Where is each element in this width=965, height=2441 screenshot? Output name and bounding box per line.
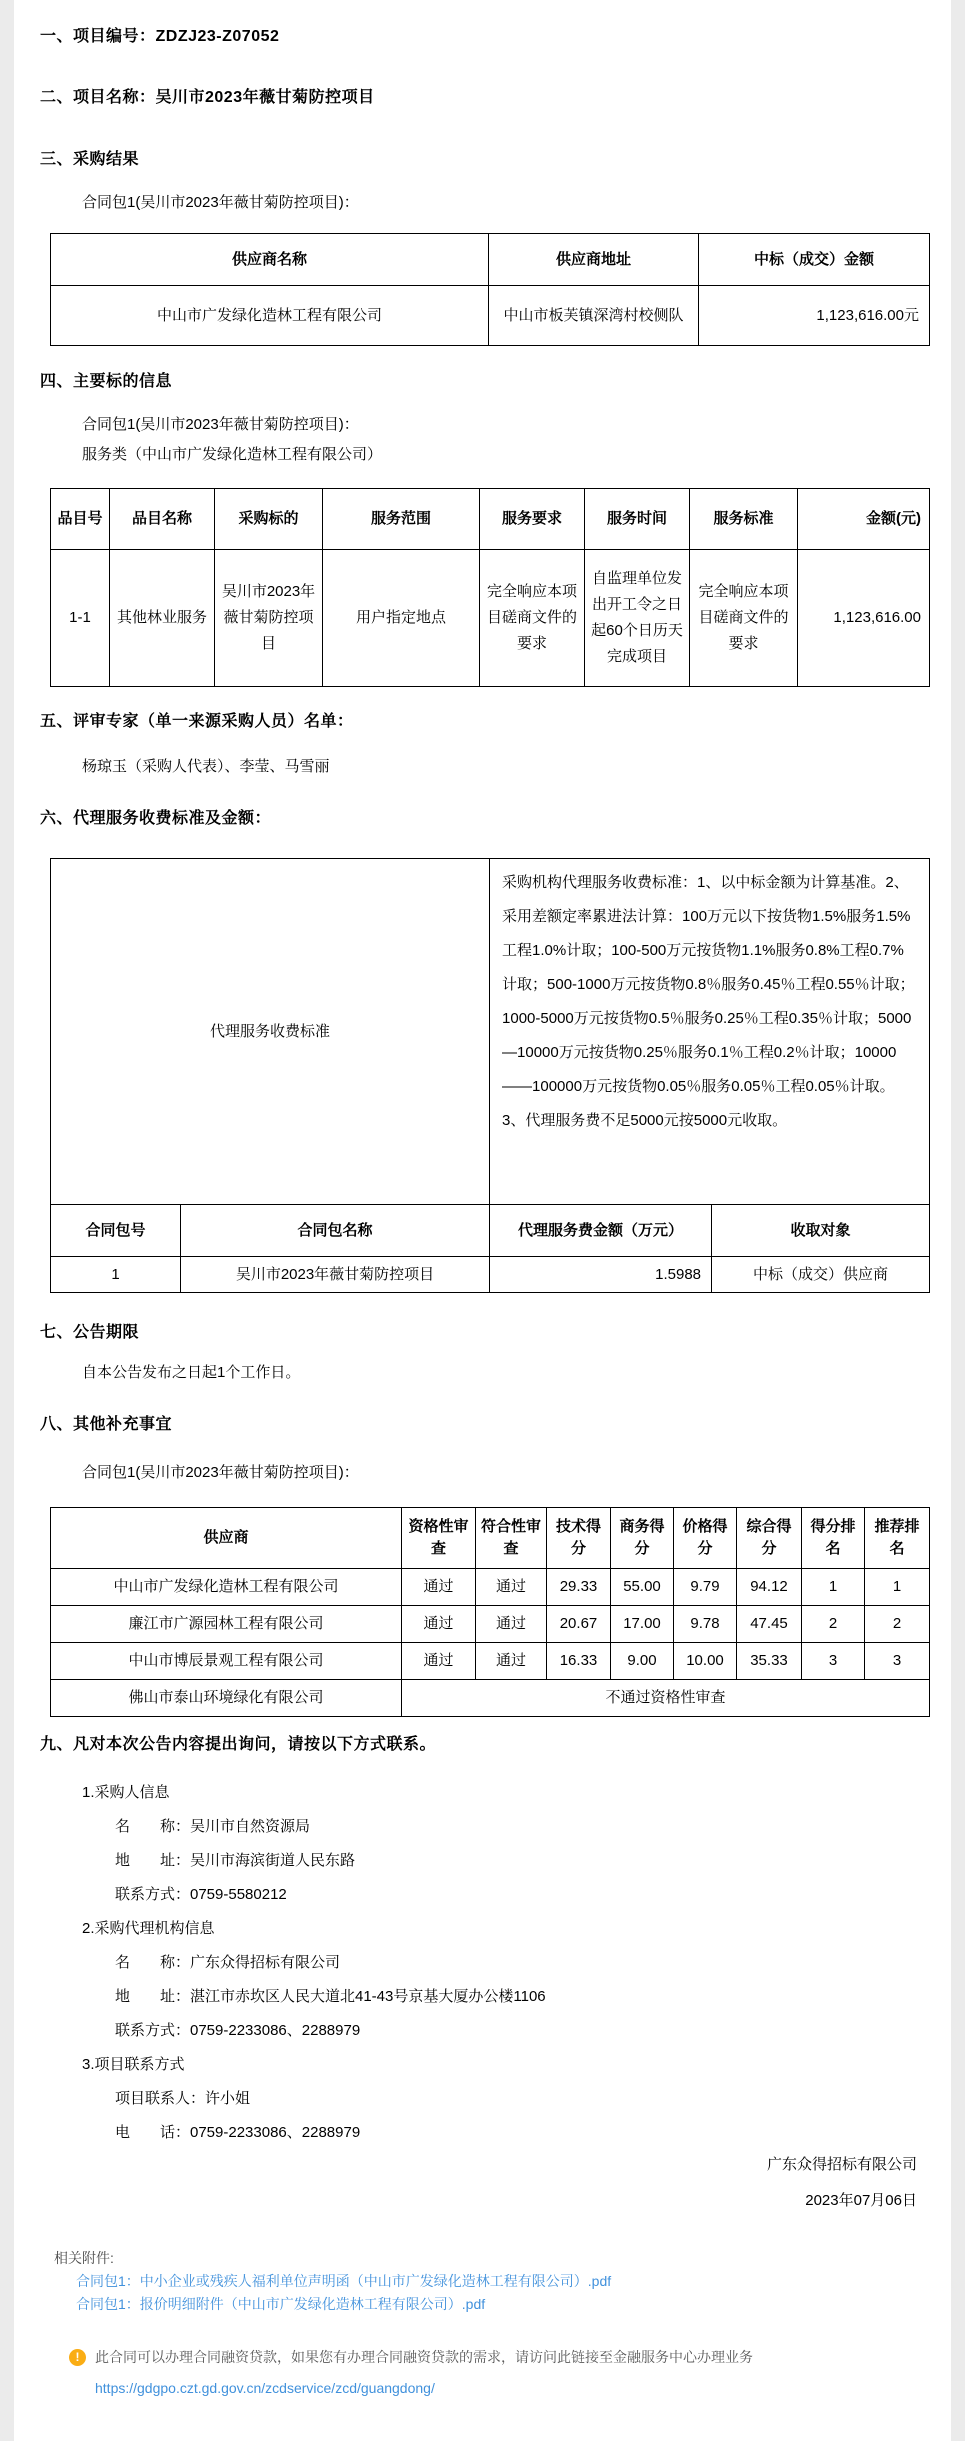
procurement-result-heading: 三、采购结果 — [40, 151, 140, 168]
warning-icon: ! — [69, 2349, 86, 2366]
header-fee-amount: 代理服务费金额（万元） — [490, 1205, 712, 1257]
item-name-cell: 其他林业服务 — [110, 550, 215, 687]
price-score-cell: 9.78 — [674, 1606, 737, 1643]
score-package-label: 合同包1(吴川市2023年薇甘菊防控项目)： — [82, 1464, 359, 1481]
procurement-subject-cell: 吴川市2023年薇甘菊防控项目 — [215, 550, 323, 687]
finance-note-section — [54, 2347, 929, 2398]
header-supplier-name: 供应商名称 — [51, 234, 489, 286]
header-recommend-rank: 推荐排名 — [865, 1508, 930, 1569]
result-table-row — [51, 286, 930, 346]
supplier-cell: 廉江市广源园林工程有限公司 — [51, 1606, 402, 1643]
header-conformity-review: 符合性审查 — [476, 1508, 547, 1569]
attachment-link-quotation-pdf[interactable]: 合同包1：报价明细附件（中山市广发绿化造林工程有限公司）.pdf — [76, 2296, 486, 2312]
fail-supplier-cell: 佛山市泰山环境绿化有限公司 — [51, 1680, 402, 1717]
fee-standard-label: 代理服务收费标准 — [51, 859, 490, 1205]
agency-info-heading: 2.采购代理机构信息 — [82, 1920, 215, 1937]
header-score-rank: 得分排名 — [802, 1508, 865, 1569]
fail-note-cell: 不通过资格性审查 — [402, 1680, 930, 1717]
announcement-period-heading: 七、公告期限 — [40, 1324, 140, 1341]
subject-table-header-row — [51, 489, 930, 550]
supplier-cell: 中山市广发绿化造林工程有限公司 — [51, 1569, 402, 1606]
supplier-name-cell: 中山市广发绿化造林工程有限公司 — [51, 286, 489, 346]
price-score-cell: 9.79 — [674, 1569, 737, 1606]
award-amount-cell: 1,123,616.00元 — [699, 286, 930, 346]
conformity-cell: 通过 — [476, 1569, 547, 1606]
header-supplier-address: 供应商地址 — [489, 234, 699, 286]
announcement-document — [40, 24, 929, 2214]
amount-cell: 1,123,616.00 — [798, 550, 930, 687]
signature-company: 广东众得招标有限公司 — [766, 2156, 917, 2173]
header-item-no: 品目号 — [51, 489, 110, 550]
project-phone: 电 话：0759-2233086、2288979 — [115, 2124, 361, 2141]
announcement-period-text: 自本公告发布之日起1个工作日。 — [82, 1364, 301, 1381]
attachment-link-declaration-pdf[interactable]: 合同包1：中小企业或残疾人福利单位声明函（中山市广发绿化造林工程有限公司）.pdf — [76, 2273, 612, 2289]
qualification-cell: 通过 — [402, 1569, 476, 1606]
subject-table — [50, 488, 930, 687]
result-package-label: 合同包1(吴川市2023年薇甘菊防控项目)： — [82, 194, 359, 211]
header-business-score: 商务得分 — [611, 1508, 674, 1569]
buyer-address: 地 址：吴川市海滨街道人民东路 — [115, 1852, 356, 1869]
qualification-cell: 通过 — [402, 1606, 476, 1643]
recommend-rank-cell: 2 — [865, 1606, 930, 1643]
supplier-address-cell: 中山市板芙镇深湾村校侧队 — [489, 286, 699, 346]
buyer-info-heading: 1.采购人信息 — [82, 1784, 170, 1801]
supplementary-heading: 八、其他补充事宜 — [40, 1416, 173, 1433]
score-table-fail-row — [51, 1680, 930, 1717]
subject-category-label: 服务类（中山市广发绿化造林工程有限公司） — [82, 446, 383, 463]
fee-payer-cell: 中标（成交）供应商 — [712, 1257, 930, 1293]
business-score-cell: 9.00 — [611, 1643, 674, 1680]
technical-score-cell: 20.67 — [547, 1606, 611, 1643]
attachments-title: 相关附件: — [54, 2250, 114, 2266]
package-no-cell: 1 — [51, 1257, 181, 1293]
subject-package-label: 合同包1(吴川市2023年薇甘菊防控项目)： — [82, 416, 359, 433]
contact-heading: 九、凡对本次公告内容提出询问，请按以下方式联系。 — [40, 1736, 437, 1753]
business-score-cell: 17.00 — [611, 1606, 674, 1643]
fee-table-header-row — [51, 1205, 930, 1257]
buyer-name: 名 称：吴川市自然资源局 — [115, 1818, 311, 1835]
fee-standard-text: 采购机构代理服务收费标准：1、以中标金额为计算基准。2、采用差额定率累进法计算：100万元以下按货物1.5%服务1.5%工程1.0%计取；100-500万元按货物1.1%服务0.8%工程0.7%计取；500-1000万元按货物0.8％服务0.45％工程0.55％计取；1000-5000万元按货物0.5％服务0.25％工程0.35％计取；5000—10000万元按货物0.25％服务0.1％工程0.2％计取；10000——100000万元按货物0.05％服务0.05％工程0.05％计取。3、代理服务费不足5000元按5000元收取。 — [490, 859, 930, 1205]
buyer-phone: 联系方式：0759-5580212 — [115, 1886, 287, 1903]
project-name-heading: 二、项目名称：吴川市2023年薇甘菊防控项目 — [40, 89, 375, 106]
technical-score-cell: 16.33 — [547, 1643, 611, 1680]
project-contact-heading: 3.项目联系方式 — [82, 2056, 185, 2073]
supplier-cell: 中山市博辰景观工程有限公司 — [51, 1643, 402, 1680]
service-scope-cell: 用户指定地点 — [323, 550, 480, 687]
fee-standard-row — [51, 859, 930, 1205]
agency-name: 名 称：广东众得招标有限公司 — [115, 1954, 341, 1971]
header-procurement-subject: 采购标的 — [215, 489, 323, 550]
header-supplier: 供应商 — [51, 1508, 402, 1569]
header-price-score: 价格得分 — [674, 1508, 737, 1569]
total-score-cell: 94.12 — [737, 1569, 802, 1606]
header-amount-yuan: 金额(元) — [798, 489, 930, 550]
agency-fee-heading: 六、代理服务收费标准及金额： — [40, 810, 272, 827]
contact-block — [82, 1780, 929, 2146]
header-qualification-review: 资格性审查 — [402, 1508, 476, 1569]
finance-note-text: 此合同可以办理合同融资贷款，如果您有办理合同融资贷款的需求，请访问此链接至金融服务中心办理业务 — [95, 2349, 753, 2365]
score-table-row-2 — [51, 1606, 930, 1643]
header-package-no: 合同包号 — [51, 1205, 181, 1257]
header-service-standard: 服务标准 — [690, 489, 798, 550]
header-technical-score: 技术得分 — [547, 1508, 611, 1569]
header-service-scope: 服务范围 — [323, 489, 480, 550]
project-number-heading: 一、项目编号：ZDZJ23-Z07052 — [40, 28, 280, 45]
score-rank-cell: 1 — [802, 1569, 865, 1606]
subject-table-row — [51, 550, 930, 687]
fee-amount-cell: 1.5988 — [490, 1257, 712, 1293]
attachments-section — [54, 2248, 929, 2314]
header-service-time: 服务时间 — [585, 489, 690, 550]
score-rank-cell: 3 — [802, 1643, 865, 1680]
experts-names: 杨琼玉（采购人代表）、李莹、马雪丽 — [82, 758, 330, 775]
total-score-cell: 47.45 — [737, 1606, 802, 1643]
conformity-cell: 通过 — [476, 1643, 547, 1680]
score-table-row-3 — [51, 1643, 930, 1680]
project-contact-person: 项目联系人：许小姐 — [115, 2090, 251, 2107]
result-table — [50, 233, 930, 346]
service-standard-cell: 完全响应本项目磋商文件的要求 — [690, 550, 798, 687]
header-service-requirement: 服务要求 — [480, 489, 585, 550]
agency-address: 地 址：湛江市赤坎区人民大道北41-43号京基大厦办公楼1106 — [115, 1988, 546, 2005]
header-item-name: 品目名称 — [110, 489, 215, 550]
finance-service-link[interactable]: https://gdgpo.czt.gd.gov.cn/zcdservice/zcd/guangdong/ — [95, 2380, 435, 2396]
experts-heading: 五、评审专家（单一来源采购人员）名单： — [40, 713, 354, 730]
fee-table-row — [51, 1257, 930, 1293]
price-score-cell: 10.00 — [674, 1643, 737, 1680]
conformity-cell: 通过 — [476, 1606, 547, 1643]
score-table — [50, 1507, 930, 1717]
business-score-cell: 55.00 — [611, 1569, 674, 1606]
signature-date: 2023年07月06日 — [805, 2192, 917, 2209]
score-table-header-row — [51, 1508, 930, 1569]
header-package-name: 合同包名称 — [181, 1205, 490, 1257]
score-rank-cell: 2 — [802, 1606, 865, 1643]
service-requirement-cell: 完全响应本项目磋商文件的要求 — [480, 550, 585, 687]
total-score-cell: 35.33 — [737, 1643, 802, 1680]
agency-phone: 联系方式：0759-2233086、2288979 — [115, 2022, 361, 2039]
score-table-row-1 — [51, 1569, 930, 1606]
subject-info-heading: 四、主要标的信息 — [40, 373, 173, 390]
recommend-rank-cell: 3 — [865, 1643, 930, 1680]
recommend-rank-cell: 1 — [865, 1569, 930, 1606]
header-award-amount: 中标（成交）金额 — [699, 234, 930, 286]
announcement-page — [14, 0, 951, 2441]
qualification-cell: 通过 — [402, 1643, 476, 1680]
service-time-cell: 自监理单位发出开工令之日起60个日历天完成项目 — [585, 550, 690, 687]
package-name-cell: 吴川市2023年薇甘菊防控项目 — [181, 1257, 490, 1293]
result-table-header-row — [51, 234, 930, 286]
item-no-cell: 1-1 — [51, 550, 110, 687]
agency-fee-table — [50, 858, 930, 1293]
header-fee-payer: 收取对象 — [712, 1205, 930, 1257]
header-total-score: 综合得分 — [737, 1508, 802, 1569]
technical-score-cell: 29.33 — [547, 1569, 611, 1606]
